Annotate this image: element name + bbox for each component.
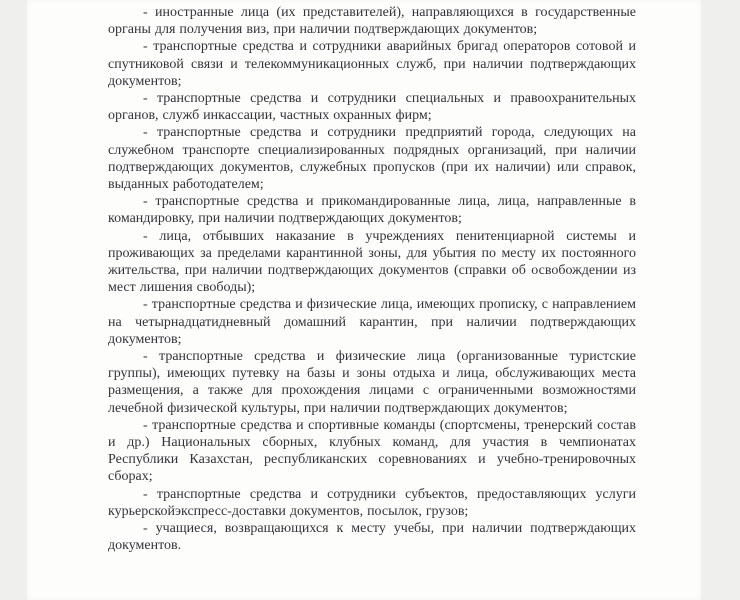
paragraph-seconded-persons: - транспортные средства и прикомандированные лица, лица, направленные в командировку, при наличии подтверждающих документов; <box>108 194 636 227</box>
paragraph-home-quarantine: - транспортные средства и физические лица, имеющих прописку, с направлением на четырнадцатидневный домашний карантин, при наличии подтверждающих документов; <box>108 297 636 347</box>
paragraph-sports-teams: - транспортные средства и спортивные команды (спортсмены, тренерский состав и др.) Национальных сборных, клубных команд, для участия в чемпионатах Республики Казахстан, республиканских соревнованиях и учебно-тренировочных сборах; <box>108 417 636 485</box>
paragraph-tourist-groups: - транспортные средства и физические лица (организованные туристские группы), имеющих путевку на базы и зоны отдыха и лица, обслуживающих места размещения, а также для прохождения лицами с ограниченными возможностями лечебной физической культуры, при наличии подтверждающих документов; <box>108 349 636 416</box>
paragraph-city-enterprises: - транспортные средства и сотрудники предприятий города, следующих на служебном транспорте специализированных подрядных организаций, при наличии подтверждающих документов, служебных пропусков (при их наличии) или справок, выданных работодателем; <box>108 125 636 193</box>
paragraph-released-prisoners: - лица, отбывших наказание в учреждениях пенитенциарной системы и проживающих за пределами карантинной зоны, для убытия по месту их постоянного жительства, при наличии подтверждающих документов (справки об освобождении из мест лишения свободы); <box>108 228 636 296</box>
document-text <box>108 4 636 555</box>
paragraph-foreign-persons: - иностранные лица (их представителей), направляющихся в государственные органы для получения виз, при наличии подтверждающих документов; <box>108 5 636 38</box>
paragraph-courier-services: - транспортные средства и сотрудники субъектов, предоставляющих услуги курьерскойэкспресс-доставки документов, посылок, грузов; <box>108 486 636 519</box>
document-page <box>27 0 701 600</box>
paragraph-law-enforcement: - транспортные средства и сотрудники специальных и правоохранительных органов, служб инкассации, частных охранных фирм; <box>108 91 636 124</box>
paragraph-students: - учащиеся, возвращающихся к месту учебы, при наличии подтверждающих документов. <box>108 521 636 554</box>
paragraph-telecom-crews: - транспортные средства и сотрудники аварийных бригад операторов сотовой и спутниковой связи и телекоммуникационных служб, при наличии подтверждающих документов; <box>108 39 636 89</box>
